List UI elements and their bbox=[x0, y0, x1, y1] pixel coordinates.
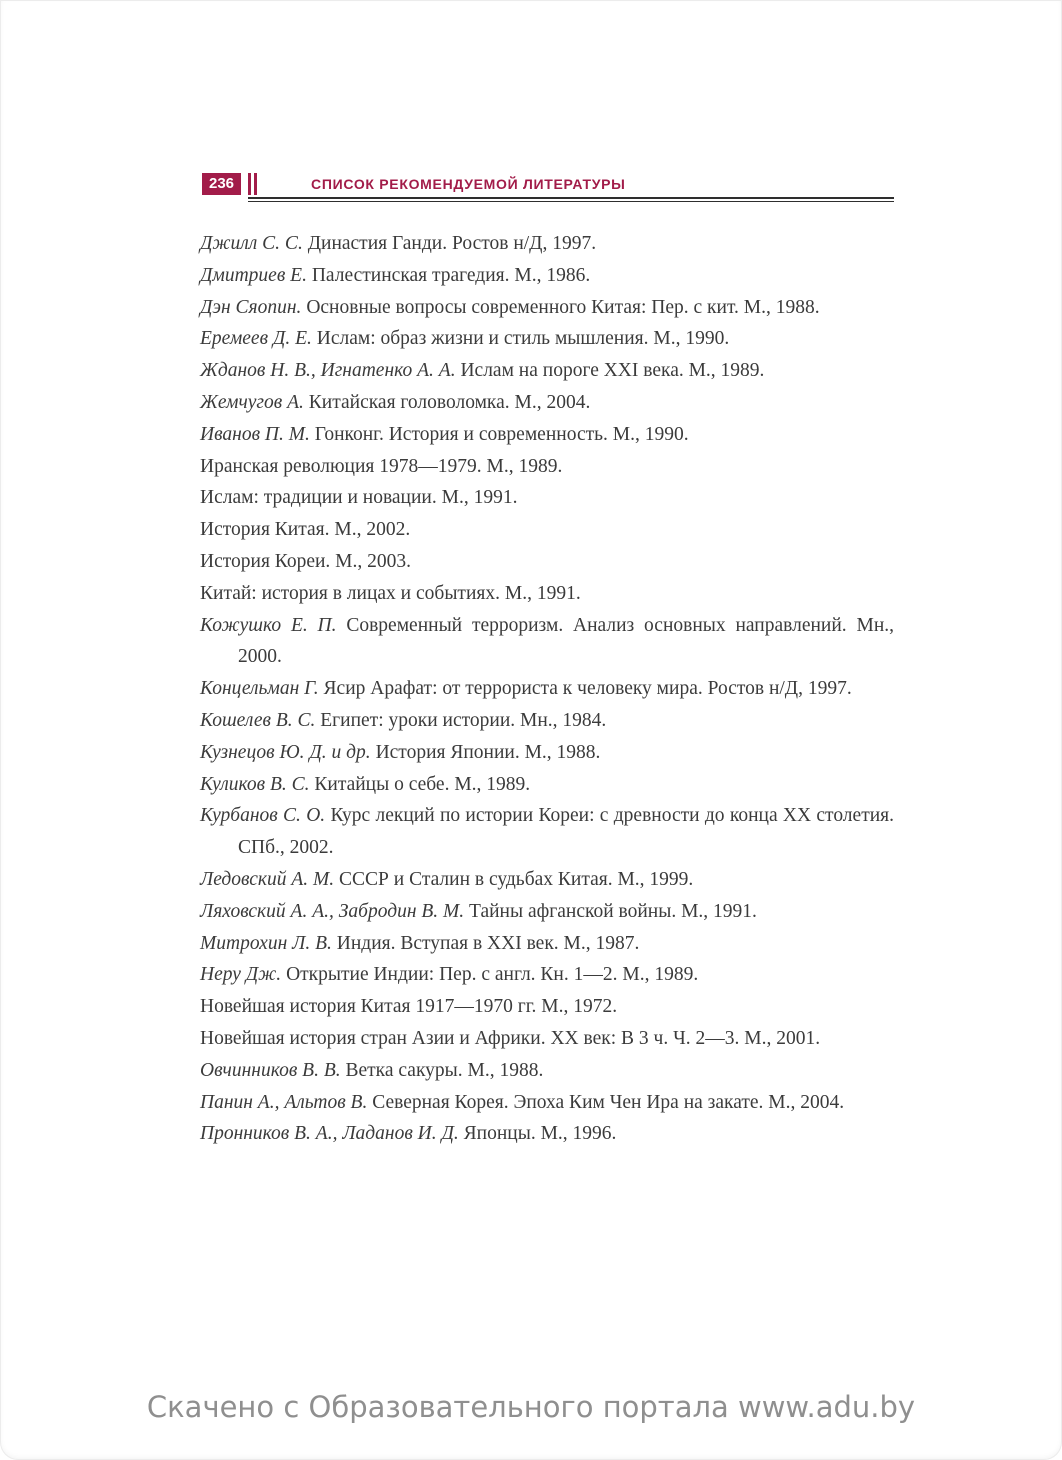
entry-text: История Кореи. М., 2003. bbox=[200, 550, 411, 572]
entry-text: Ислам: традиции и новации. М., 1991. bbox=[200, 487, 518, 509]
bibliography-entry bbox=[200, 514, 894, 546]
bibliography-entry bbox=[200, 673, 894, 705]
entry-text: Новейшая история Китая 1917—1970 гг. М., 1972. bbox=[200, 996, 618, 1018]
entry-text: Иранская революция 1978—1979. М., 1989. bbox=[200, 455, 563, 477]
entry-text: Курс лекций по истории Кореи: с древности до конца XX столетия. СПб., 2002. bbox=[238, 805, 894, 859]
bibliography-entry bbox=[200, 1118, 894, 1150]
entry-text: Современный терроризм. Анализ основных направлений. Мн., 2000. bbox=[238, 614, 895, 668]
bibliography-entry bbox=[200, 546, 894, 578]
entry-author: Жемчугов А. bbox=[200, 391, 309, 413]
entry-author: Иванов П. М. bbox=[200, 423, 315, 445]
entry-author: Ляховский А. А., Забродин В. М. bbox=[200, 900, 470, 922]
bibliography-entry bbox=[200, 323, 894, 355]
entry-author: Кошелев В. С. bbox=[200, 709, 321, 731]
entry-text: Ясир Арафат: от террориста к человеку мира. Ростов н/Д, 1997. bbox=[323, 678, 852, 700]
entry-text: Японцы. М., 1996. bbox=[463, 1123, 617, 1145]
bibliography-entry bbox=[200, 800, 894, 864]
entry-text: Китайцы о себе. М., 1989. bbox=[314, 773, 531, 795]
bibliography-entry bbox=[200, 228, 894, 260]
entry-text: Тайны афганской войны. М., 1991. bbox=[469, 900, 757, 922]
entry-text: Ислам на пороге XXI века. М., 1989. bbox=[460, 360, 765, 382]
entry-text: Китай: история в лицах и событиях. М., 1991. bbox=[200, 582, 581, 604]
bibliography-entry bbox=[200, 1023, 894, 1055]
double-bars-icon bbox=[248, 173, 257, 195]
page-number-badge: 236 bbox=[202, 173, 241, 195]
bibliography-entry bbox=[200, 610, 894, 674]
bibliography-entry bbox=[200, 928, 894, 960]
bibliography-entry bbox=[200, 769, 894, 801]
entry-text: Китайская головоломка. М., 2004. bbox=[308, 391, 591, 413]
entry-text: Северная Корея. Эпоха Ким Чен Ира на закате. М., 2004. bbox=[372, 1091, 845, 1113]
bibliography-entry bbox=[200, 292, 894, 324]
entry-text: Египет: уроки истории. Мн., 1984. bbox=[320, 709, 607, 731]
chapter-title: СПИСОК РЕКОМЕНДУЕМОЙ ЛИТЕРАТУРЫ bbox=[311, 176, 626, 192]
bibliography-entry bbox=[200, 737, 894, 769]
entry-author: Еремеев Д. Е. bbox=[200, 328, 317, 350]
page-header bbox=[202, 173, 894, 203]
bibliography-entry bbox=[200, 896, 894, 928]
header-rule bbox=[248, 197, 894, 202]
entry-text: Основные вопросы современного Китая: Пер. с кит. М., 1988. bbox=[306, 296, 820, 318]
entry-author: Ледовский А. М. bbox=[200, 868, 340, 890]
entry-author: Жданов Н. В., Игнатенко А. А. bbox=[200, 360, 461, 382]
bibliography-entry bbox=[200, 1055, 894, 1087]
entry-author: Пронников В. А., Ладанов И. Д. bbox=[200, 1123, 464, 1145]
watermark-text: Скачено с Образовательного портала www.adu.by bbox=[146, 1390, 916, 1424]
entry-text: Индия. Вступая в XXI век. М., 1987. bbox=[336, 932, 640, 954]
entry-text: Ислам: образ жизни и стиль мышления. М., 1990. bbox=[316, 328, 730, 350]
entry-author: Дмитриев Е. bbox=[200, 264, 312, 286]
bibliography-entry bbox=[200, 355, 894, 387]
bibliography-entry bbox=[200, 260, 894, 292]
entry-author: Овчинников В. В. bbox=[200, 1059, 346, 1081]
entry-text: Гонконг. История и современность. М., 1990. bbox=[314, 423, 689, 445]
entry-author: Джилл С. С. bbox=[200, 233, 308, 254]
entry-author: Концельман Г. bbox=[200, 678, 324, 700]
bibliography-entry bbox=[200, 578, 894, 610]
bibliography-entry bbox=[200, 1087, 894, 1119]
bibliography-entry bbox=[200, 482, 894, 514]
entry-author: Неру Дж. bbox=[200, 964, 287, 986]
entry-author: Куликов В. С. bbox=[200, 773, 315, 795]
entry-author: Кузнецов Ю. Д. и др. bbox=[200, 741, 376, 763]
entry-text: Новейшая история стран Азии и Африки. XX век: В 3 ч. Ч. 2—3. М., 2001. bbox=[200, 1027, 821, 1049]
bibliography-entry bbox=[200, 864, 894, 896]
entry-text: Палестинская трагедия. М., 1986. bbox=[311, 264, 591, 286]
entry-text: Династия Ганди. Ростов н/Д, 1997. bbox=[307, 233, 597, 254]
entry-text: История Китая. М., 2002. bbox=[200, 519, 411, 541]
entry-author: Панин А., Альтов В. bbox=[200, 1091, 373, 1113]
bibliography-entry bbox=[200, 451, 894, 483]
entry-text: Открытие Индии: Пер. с англ. Кн. 1—2. М., 1989. bbox=[286, 964, 699, 986]
bibliography-entry bbox=[200, 387, 894, 419]
bibliography-entry bbox=[200, 991, 894, 1023]
entry-text: СССР и Сталин в судьбах Китая. М., 1999. bbox=[339, 868, 694, 890]
entry-author: Курбанов С. О. bbox=[200, 805, 331, 827]
entry-text: Ветка сакуры. М., 1988. bbox=[345, 1059, 544, 1081]
entry-author: Кожушко Е. П. bbox=[200, 614, 347, 636]
bibliography-entry bbox=[200, 705, 894, 737]
bibliography-entry bbox=[200, 959, 894, 991]
bibliography-entry bbox=[200, 419, 894, 451]
entry-author: Дэн Сяопин. bbox=[200, 296, 307, 318]
entry-author: Митрохин Л. В. bbox=[200, 932, 337, 954]
entry-text: История Японии. М., 1988. bbox=[375, 741, 601, 763]
bibliography-list bbox=[200, 228, 894, 1150]
